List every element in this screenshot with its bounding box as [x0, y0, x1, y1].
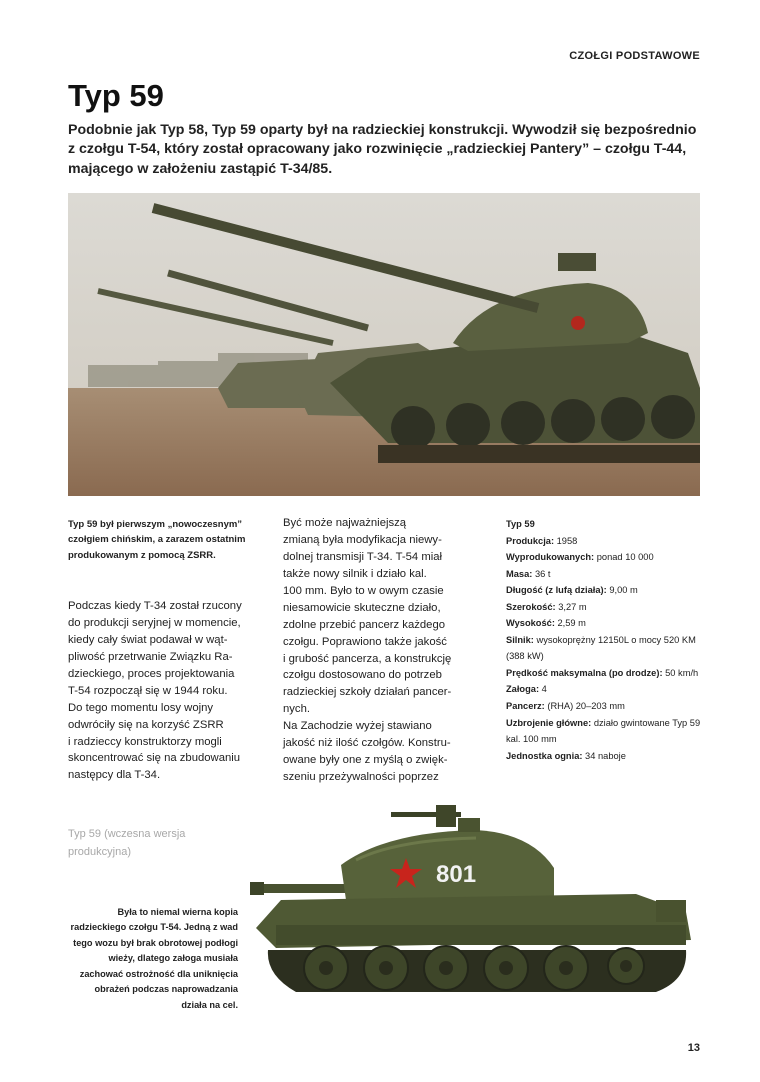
spec-row: Silnik: wysokoprężny 12150L o mocy 520 KM (388 kW) — [506, 634, 696, 662]
spec-row: Szerokość: 3,27 m — [506, 601, 587, 612]
specs-title: Typ 59 — [506, 519, 535, 529]
spec-row: Pancerz: (RHA) 20–203 mm — [506, 701, 625, 712]
profile-title: Typ 59 (wczesna wersja produkcyjna) — [68, 828, 186, 858]
spec-row: Produkcja: 1958 — [506, 535, 578, 546]
spec-row: Załoga: 4 — [506, 684, 547, 695]
body-text-column-2: Być może najważniejszą zmianą była modyfikacja niewy- dolnej transmisji T-34. T-54 miał także nowy silnik i działo kal. 100 mm. Było to w owym czasie niesamowicie skuteczne działo, zdolne przebić pancerz każdego czołgu. Poprawiono także jakość i grubość pancerza, a konstrukcję czołgu dostosowano do potrzeb radzieckiej szkoły działań pancer- nych. Na Zachodzie wyżej stawiano jakość niż ilość czołgów. Konstru- owane były one z myślą o zwięk- szeniu przeżywalności poprzez — [283, 517, 452, 784]
section-header: CZOŁGI PODSTAWOWE — [569, 50, 700, 62]
spec-row: Wyprodukowanych: ponad 10 000 — [506, 552, 654, 563]
spec-row: Prędkość maksymalna (po drodze): 50 km/h — [506, 667, 699, 678]
spec-row: Jednostka ognia: 34 naboje — [506, 750, 626, 761]
photo-caption: Typ 59 był pierwszym „nowoczesnym” czołgiem chińskim, a zarazem ostatnim produkowanym z pomocą ZSRR. — [68, 519, 246, 561]
lead-paragraph: Podobnie jak Typ 58, Typ 59 oparty był na radzieckiej konstrukcji. Wywodził się bezpośrednio z czołgu T-54, który został opracowany jako rozwinięcie „radzieckiej Pantery” – czołgu T-44, mającego w założeniu zastąpić T-34/85. — [68, 122, 697, 177]
tank-number: 801 — [436, 861, 477, 888]
specifications-box — [506, 516, 706, 764]
tank-caption: Była to niemal wierna kopia radzieckiego czołgu T-54. Jedną z wad tego wozu był brak obrotowej podłogi wieży, dlatego załoga musiała zachować ostrożność dla uniknięcia obrażeń podczas naprowadzania działa na cel. — [70, 907, 238, 1010]
spec-row: Długość (z lufą działa): 9,00 m — [506, 585, 638, 596]
spec-row: Uzbrojenie główne: działo gwintowane Typ 59 kal. 100 mm — [506, 717, 701, 745]
page-number: 13 — [687, 1042, 700, 1054]
tank-side-profile — [236, 800, 704, 1015]
spec-row: Masa: 36 t — [506, 568, 551, 579]
page-title: Typ 59 — [68, 78, 164, 113]
spec-row: Wysokość: 2,59 m — [506, 618, 586, 629]
body-text-column-1: Podczas kiedy T-34 został rzucony do produkcji seryjnej w momencie, kiedy cały świat podawał w wąt- pliwość przetrwanie Związku Ra- dzieckiego, proces projektowania T-54 rozpoczął się w 1944 roku. Do tego momentu losy wojny odwróciły się na korzyść ZSRR i radzieccy konstruktorzy mogli skoncentrować się na zbudowaniu następcy dla T-34. — [68, 600, 242, 782]
tank-column-photo — [68, 193, 700, 496]
